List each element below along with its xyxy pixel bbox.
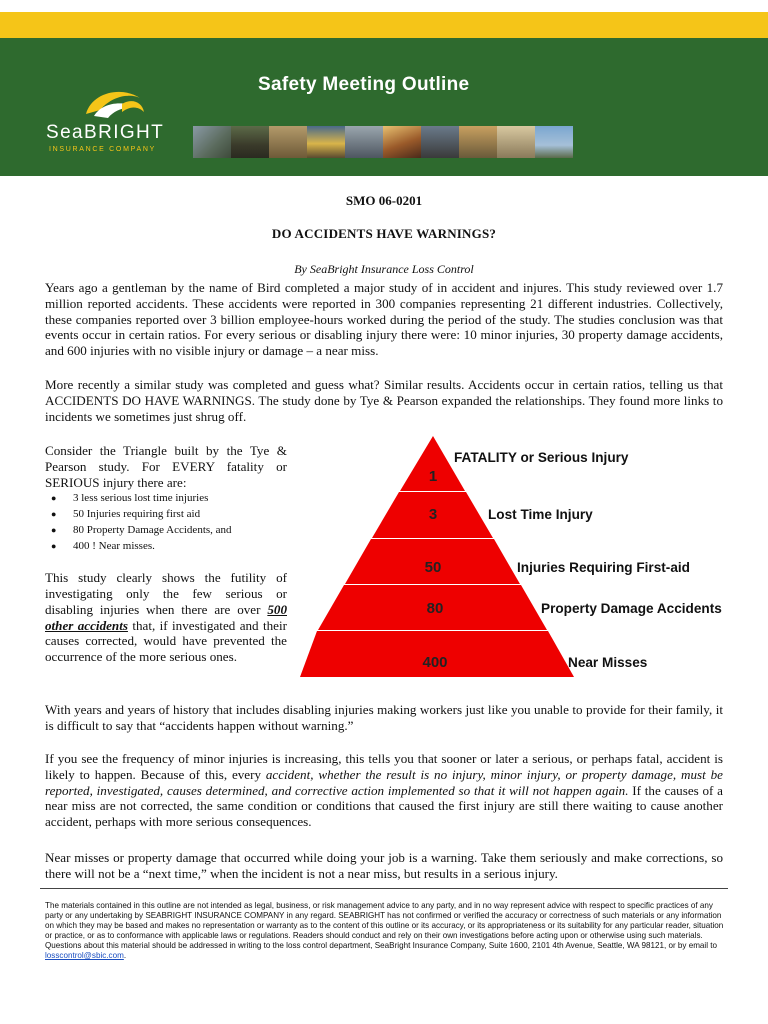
byline: By SeaBright Insurance Loss Control — [294, 262, 474, 276]
paragraph-near-misses: Near misses or property damage that occurred while doing your job is a warning. Take them seriously and make corrections, so there will not be a “next time,” when the incident is not a near miss, but results in a serious injury. — [45, 850, 723, 881]
pyramid-graphic — [296, 434, 756, 684]
photo-rig — [421, 126, 459, 158]
top-accent-bar — [0, 12, 768, 38]
list-item: ● 80 Property Damage Accidents, and — [51, 523, 232, 536]
tier-count: 3 — [428, 506, 438, 523]
list-item: ● 50 Injuries requiring first aid — [51, 508, 201, 521]
document-number: SMO 06-0201 — [345, 193, 423, 208]
list-item: ● 400 ! Near misses. — [51, 539, 155, 552]
tier-label: Property Damage Accidents — [541, 601, 722, 616]
photo-trees — [231, 126, 269, 158]
futility-paragraph: This study clearly shows the futility of investigating only the few serious or disabling injuries when there are over 500 other accidents that, if investigated and their causes corrected, would have prevented the occurrence of the more serious ones. — [45, 570, 287, 665]
paragraph-history: With years and years of history that includes disabling injuries making workers just like you unable to provide for their family, it is difficult to say that “accidents happen without warning.” — [45, 702, 723, 733]
document-title: DO ACCIDENTS HAVE WARNINGS? — [271, 226, 497, 241]
header-title: Safety Meeting Outline — [258, 74, 470, 95]
tier-label: Near Misses — [568, 655, 648, 670]
logo-wordmark: SeaBRIGHT — [46, 122, 165, 143]
triangle-intro: Consider the Triangle built by the Tye & Pearson study. For EVERY fatality or SERIOUS injury there are: — [45, 443, 287, 490]
paragraph-bird-study: Years ago a gentleman by the name of Bird completed a major study of in accident and injures. This study reviewed over 1.7 million reported accidents. These accidents were reported in 300 companies representing 21 different industries. Collectively, these companies reported over 3 billion employee-hours worked during the period of the study. The studies conclusion was that events occur in certain ratios. For every serious or disabling injury there were: 10 minor injuries, 30 property damage accidents, and 600 injuries with no visible injury or damage – a near miss. — [45, 280, 723, 359]
photo-worker — [383, 126, 421, 158]
tier-count: 50 — [424, 559, 442, 576]
sun-wave-logo-icon — [78, 84, 158, 124]
tier-label: Lost Time Injury — [488, 507, 593, 522]
list-item: ● 3 less serious lost time injuries — [51, 492, 209, 505]
photo-desk — [497, 126, 535, 158]
page-header — [0, 38, 768, 176]
footer-disclaimer: The materials contained in this outline are not intended as legal, business, or risk management advice to any party, and in no way represent advice with respect to specific practices of any party or any undertaking by SEABRIGHT INSURANCE COMPANY in any regard. SEABRIGHT has not confirmed or verified the accuracy or correctness of such materials or any information on which they may be based and makes no representation or warranty as to the content of this outline or its accuracy, or its appropriateness or its suitability for any particular reader, situation or practice, or as to conformance with applicable laws or regulations. Readers should conduct and rely on their own investigations before acting upon or otherwise using such materials. Questions about this material should be addressed in writing to the loss control department, SeaBright Insurance Company, Suite 1600, 2101 4th Avenue, Seattle, WA 98121, or by email to losscontrol@sbic.com. — [45, 901, 724, 960]
footer-divider — [40, 888, 728, 889]
photo-construction — [193, 126, 231, 158]
emphasis-500-accidents: 500 other accidents — [45, 601, 287, 633]
seabright-logo — [40, 84, 180, 158]
tier-count: 1 — [428, 468, 438, 485]
photo-strip — [193, 126, 573, 158]
photo-field — [269, 126, 307, 158]
accident-pyramid — [296, 434, 756, 684]
photo-crane — [345, 126, 383, 158]
paragraph-tye-pearson: More recently a similar study was completed and guess what? Similar results. Accidents occur in certain ratios, telling us that ACCIDENTS DO HAVE WARNINGS. The study done by Tye & Pearson expanded the relationships. They found more links to incidents we sometimes just shrug off. — [45, 377, 723, 424]
emphasis-reporting-policy: accident, whether the result is no injury, minor injury, or property damage, must be reported, investigated, causes determined, and corrective action implemented so that it will not happen again. — [45, 766, 723, 798]
photo-sky — [535, 126, 573, 158]
tier-count: 400 — [422, 654, 448, 671]
logo-subtitle: INSURANCE COMPANY — [49, 146, 156, 153]
triangle-description — [45, 443, 287, 665]
photo-sign — [307, 126, 345, 158]
tier-label: Injuries Requiring First-aid — [517, 560, 690, 575]
tier-label: FATALITY or Serious Injury — [454, 450, 629, 465]
tier-count: 80 — [426, 600, 444, 617]
email-link[interactable]: losscontrol@sbic.com — [45, 951, 124, 960]
paragraph-minor-injuries: If you see the frequency of minor injuries is increasing, this tells you that sooner or later a serious, or perhaps fatal, accident is likely to happen. Because of this, every accident, whether the result is no injury, minor injury, or property damage, must be reported, investigated, causes determined, and corrective action implemented so that it will not happen again. If the causes of a near miss are not corrected, the same condition or conditions that caused the first injury are still there waiting to cause another accident, perhaps with more serious consequences. — [45, 751, 723, 830]
ratio-list — [45, 491, 287, 554]
photo-machine — [459, 126, 497, 158]
